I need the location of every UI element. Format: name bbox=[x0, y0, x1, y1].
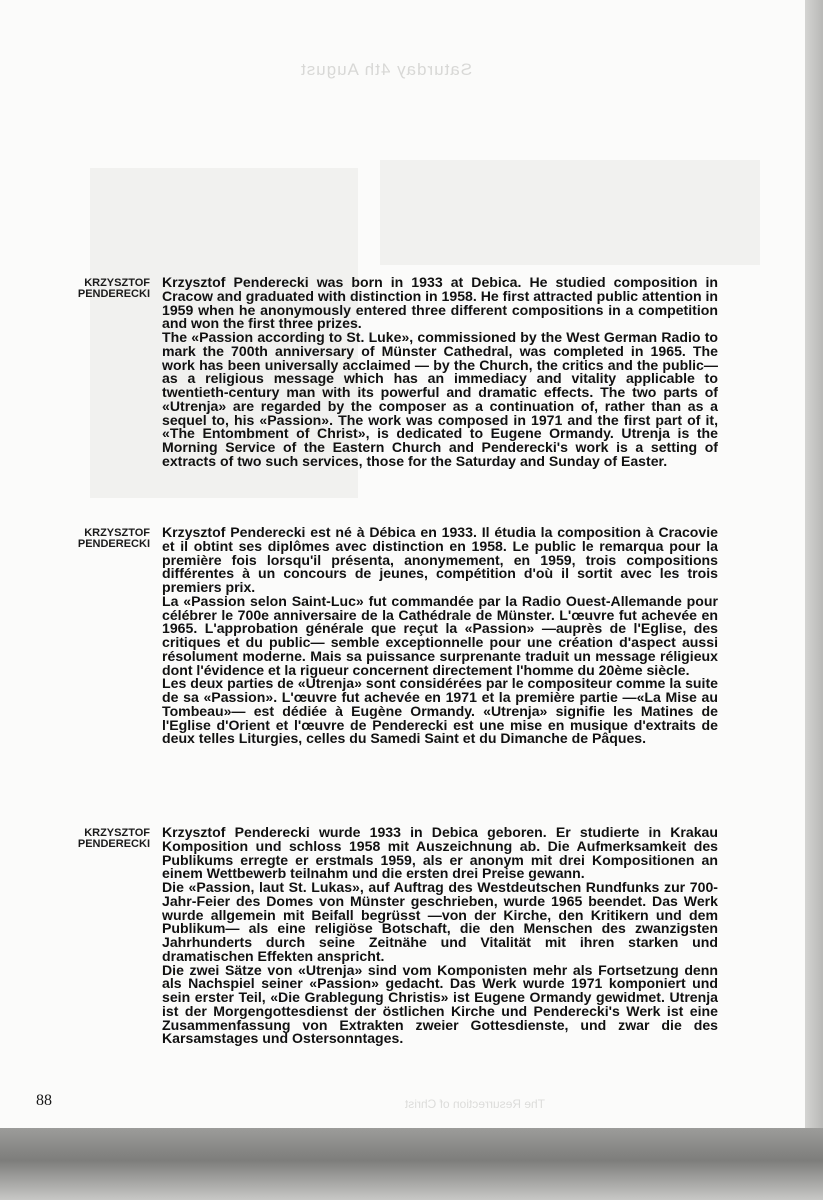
page-number: 88 bbox=[36, 1092, 52, 1109]
bio-paragraph: Krzysztof Penderecki est né à Débica en 1933. Il étudia la composition à Cracovie et il obtint ses diplômes avec distinction en 1958. Le public le remarqua pour la première fois lorsqu'il présenta, anonymement, en 1959, trois compositions différentes à un concours de jeunes, compétition d'où il sortit avec les trois premiers prix. bbox=[162, 524, 718, 595]
bio-paragraph: Die «Passion, laut St. Lukas», auf Auftrag des Westdeutschen Rundfunks zur 700-Jahr-Feier des Domes von Münster geschrieben, wurde 1965 beendet. Das Werk wurde allgemein mit Beifall begrüsst —von der Kirche, den Kritikern und dem Publikum— als eine religiöse Botschaft, die den Menschen des zwanzigsten Jahrhunderts durch seine Zeitnähe und Vitalität mit ihren starken und dramatischen Effekten anspricht. bbox=[162, 879, 718, 964]
bio-text-french bbox=[162, 526, 718, 746]
page-edge bbox=[805, 0, 823, 1200]
bio-paragraph: Die zwei Sätze von «Utrenja» sind vom Komponisten mehr als Fortsetzung denn als Nachspiel seiner «Passion» gedacht. Das Werk wurde 1971 komponiert und sein erster Teil, «Die Grablegung Christis» ist Eugene Ormandy gewidmet. Utrenja ist der Morgengottesdienst der östlichen Kirche und Penderecki's Werk ist eine Zusammenfassung von Extrakten zweier Gottesdienste, und zwar die des Karsamstages und Ostersonntages. bbox=[162, 961, 718, 1047]
bio-paragraph: La «Passion selon Saint-Luc» fut commandée par la Radio Ouest-Allemande pour célébrer le 700e anniversaire de la Cathédrale de Münster. L'œuvre fut achevée en 1965. L'approbation générale que reçut la «Passion» —auprès de l'Eglise, des critiques et du public— semble exceptionnelle pour une création d'aspect aussi résolument moderne. Mais sa puissance surprenante traduit un message réligieux dont l'évidence et la rigueur concernent directement l'homme du 20ème siècle. bbox=[162, 592, 718, 678]
bio-paragraph: Les deux parties de «Utrenja» sont considérées par le compositeur comme la suite de sa «Passion». L'œuvre fut achevée en 1971 et la première partie —«La Mise au Tombeau»— est dédiée à Eugène Ormandy. «Utrenja» signifie les Matines de l'Eglise d'Orient et l'œuvre de Penderecki est une mise en musique d'extraits de deux telles Liturgies, celles du Samedi Saint et du Dimanche de Pâques. bbox=[162, 675, 718, 747]
bleed-through-photo bbox=[380, 160, 760, 265]
bleed-through-caption: The Resurrection of Christ bbox=[404, 1097, 545, 1111]
bleed-through-heading: Saturday 4th August bbox=[300, 60, 473, 79]
composer-label: KRZYSZTOF PENDERECKI bbox=[77, 277, 150, 300]
bio-paragraph: Krzysztof Penderecki wurde 1933 in Debica geboren. Er studierte in Krakau Komposition und schloss 1958 mit Auszeichnung ab. Die Aufmerksamkeit des Publikums erregte er erstmals 1959, als er anonym mit drei Kompositionen an einem Wettbewerb teilnahm und die ersten drei Preise gewann. bbox=[162, 824, 718, 882]
scan-shadow bbox=[0, 1128, 823, 1200]
bio-text-german bbox=[162, 826, 718, 1046]
composer-label: KRZYSZTOF PENDERECKI bbox=[77, 527, 150, 550]
bio-paragraph: The «Passion according to St. Luke», commissioned by the West German Radio to mark the 700th anniversary of Münster Cathedral, was completed in 1965. The work has been universally acclaimed — by the Church, the critics and the public— as a religious message which has an immediacy and vitality applicable to twentieth-century man with its powerful and dramatic effects. The two parts of «Utrenja» are regarded by the composer as a continuation of, rather than as a sequel to, his «Passion». The work was composed in 1971 and the first part of it, «The Entombment of Christ», is dedicated to Eugene Ormandy. Utrenja is the Morning Service of the Eastern Church and Penderecki's work is a setting of extracts of two such services, those for the Saturday and Sunday of Easter. bbox=[162, 329, 718, 469]
composer-label: KRZYSZTOF PENDERECKI bbox=[77, 827, 150, 850]
bio-paragraph: Krzysztof Penderecki was born in 1933 at Debica. He studied composition in Cracow and graduated with distinction in 1958. He first attracted public attention in 1959 when he anonymously entered three different compositions in a competition and won the first three prizes. bbox=[162, 274, 718, 332]
bio-text-english bbox=[162, 276, 718, 469]
